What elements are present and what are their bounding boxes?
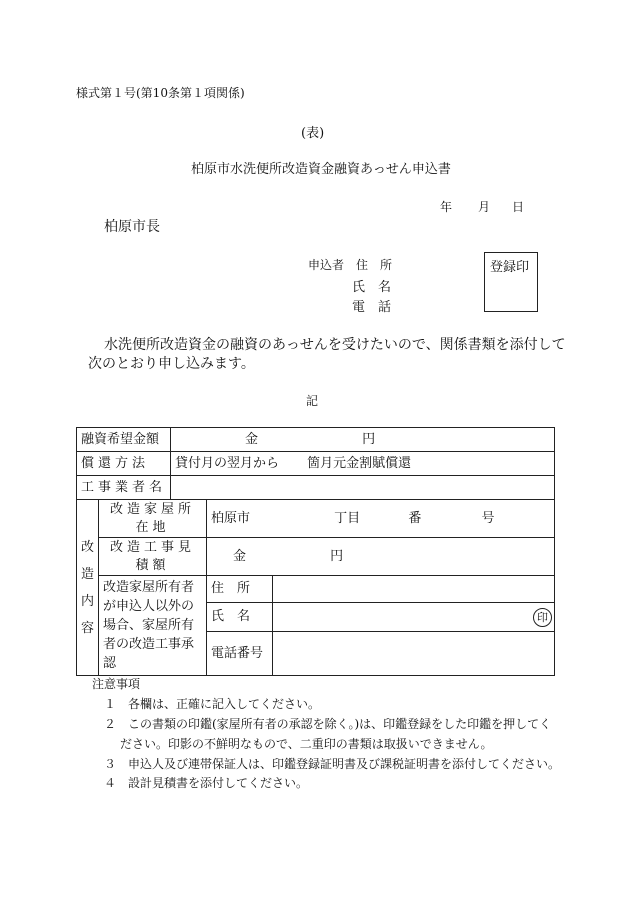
kaizou-char-3: 内 [80,593,94,609]
house-location-field[interactable] [207,500,555,538]
repay-text1: 貸付月の翌月から [175,455,280,471]
owner-phone-field[interactable] [273,632,555,676]
form-side-label: (表) [301,126,325,141]
house-location-row [77,500,555,538]
note-3: ３ 申込人及び連帯保証人は、印鑑登録証明書及び課税証明書を添付してください。 [104,757,561,771]
owner-phone-label: 電話番号 [207,632,273,676]
house-location-ban: 番 [408,510,422,526]
contractor-field[interactable] [171,476,555,500]
repay-text2: 箇月元金割賦償還 [307,455,412,471]
owner-address-label: 住 所 [207,576,273,603]
note-1: １ 各欄は、正確に記入してください。 [104,697,321,711]
loan-amount-kin: 金 [245,431,259,447]
loan-amount-label: 融資希望金額 [77,428,171,452]
addressee: 柏原市長 [104,219,160,235]
form-number: 様式第１号(第10条第１項関係) [76,86,245,100]
kaizou-naiyou-label [77,500,99,676]
ki-label: 記 [306,394,319,408]
estimate-label: 改造工事見積額 [99,538,207,576]
applicant-name-label: 氏 名 [352,280,392,295]
body-text-line1: 水洗便所改造資金の融資のあっせんを受けたいので、関係書類を添付して [104,337,566,353]
owner-address-row [77,576,555,603]
loan-amount-field[interactable] [171,428,555,452]
note-4: ４ 設計見積書を添付してください。 [104,776,309,790]
contractor-label: 工事業者名 [77,476,171,500]
applicant-address-label: 住 所 [356,258,393,272]
applicant-label: 申込者 [308,258,345,272]
note-2: ２ この書類の印鑑(家屋所有者の承認を除く。)は、印鑑登録をした印鑑を押してく [104,717,552,731]
seal-mark: 印 [533,608,552,627]
estimate-kin: 金 [233,548,247,564]
registered-seal-box [484,252,538,312]
note-2-continued: ださい。印影の不鮮明なもので、二重印の書類は取扱いできません。 [120,737,493,751]
house-location-city: 柏原市 [211,510,251,526]
date-month: 月 [478,200,491,214]
repay-label: 償還方法 [77,452,171,476]
applicant-phone-label: 電 話 [352,300,392,315]
date-day: 日 [512,200,525,214]
house-location-go: 号 [481,510,495,526]
date-year: 年 [440,200,453,214]
kaizou-char-1: 改 [80,539,94,555]
owner-name-field[interactable] [273,603,555,632]
kaizou-char-2: 造 [80,566,94,582]
repay-field[interactable] [171,452,555,476]
body-text-line2: 次のとおり申し込みます。 [88,356,255,372]
contractor-row [77,476,555,500]
repay-row [77,452,555,476]
registered-seal-label: 登録印 [490,260,530,275]
application-table [76,427,555,676]
loan-amount-row [77,428,555,452]
owner-name-label: 氏 名 [207,603,273,632]
notes-heading: 注意事項 [92,677,141,691]
page-title: 柏原市水洗便所改造資金融資あっせん申込書 [191,162,451,177]
owner-address-field[interactable] [273,576,555,603]
estimate-row [77,538,555,576]
house-location-chome: 丁目 [334,510,361,526]
loan-amount-yen: 円 [362,431,376,447]
owner-approval-label: 改造家屋所有者が申込人以外の場合、家屋所有者の改造工事承認 [99,576,207,676]
house-location-label: 改造家屋所在地 [99,500,207,538]
kaizou-char-4: 容 [80,620,94,636]
estimate-field[interactable] [207,538,555,576]
estimate-yen: 円 [330,548,344,564]
